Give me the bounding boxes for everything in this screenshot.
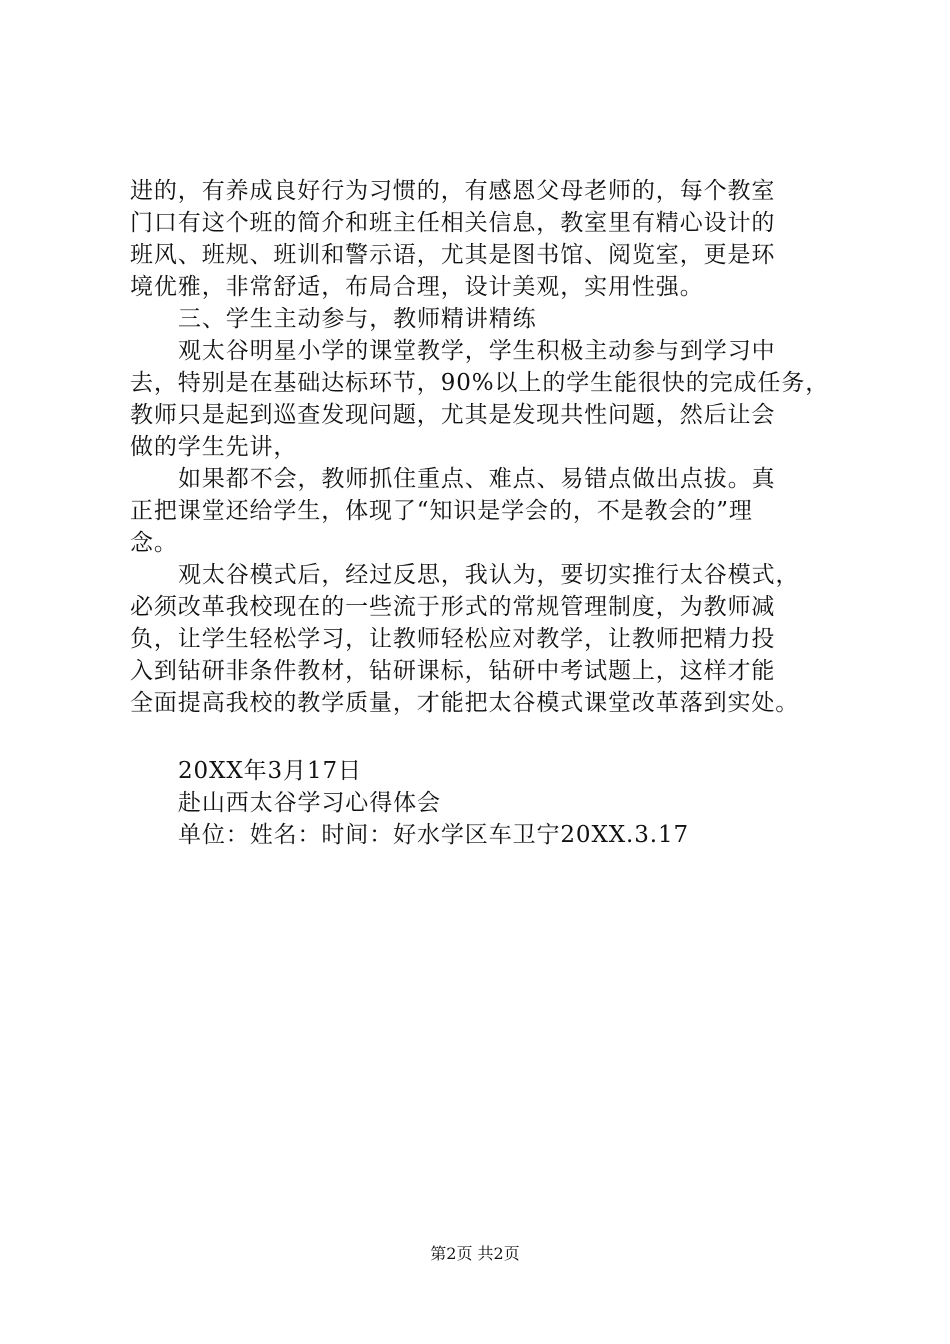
paragraph-line: 入到钻研非条件教材，钻研课标，钻研中考试题上，这样才能 <box>130 658 776 684</box>
paragraph-line: 念。 <box>130 530 178 556</box>
paragraph-line: 观太谷模式后，经过反思，我认为，要切实推行太谷模式， <box>178 562 800 588</box>
paragraph-line: 境优雅，非常舒适，布局合理，设计美观，实用性强。 <box>130 274 704 300</box>
signature-date: 20XX年3月17日 <box>178 758 362 784</box>
paragraph-line: 正把课堂还给学生，体现了“知识是学会的，不是教会的”理 <box>130 498 753 524</box>
section-heading: 三、学生主动参与，教师精讲精练 <box>178 306 537 332</box>
paragraph-line: 必须改革我校现在的一些流于形式的常规管理制度，为教师减 <box>130 594 776 620</box>
document-body <box>130 175 830 851</box>
paragraph-line: 全面提高我校的教学质量，才能把太谷模式课堂改革落到实处。 <box>130 690 800 716</box>
paragraph-line: 负，让学生轻松学习，让教师轻松应对教学，让教师把精力投 <box>130 626 776 652</box>
paragraph-line: 进的，有养成良好行为习惯的，有感恩父母老师的，每个教室 <box>130 178 776 204</box>
author-info: 单位：姓名：时间：好水学区车卫宁20XX.3.17 <box>178 822 690 848</box>
paragraph-spacer <box>130 719 830 755</box>
paragraph-line: 如果都不会，教师抓住重点、难点、易错点做出点拔。真 <box>178 466 776 492</box>
document-title: 赴山西太谷学习心得体会 <box>178 790 441 816</box>
paragraph-line: 门口有这个班的简介和班主任相关信息，教室里有精心设计的 <box>130 210 776 236</box>
paragraph-line: 班风、班规、班训和警示语，尤其是图书馆、阅览室，更是环 <box>130 242 776 268</box>
paragraph-line: 教师只是起到巡查发现问题，尤其是发现共性问题，然后让会 <box>130 402 776 428</box>
paragraph-line: 观太谷明星小学的课堂教学，学生积极主动参与到学习中 <box>178 338 776 364</box>
paragraph-line: 做的学生先讲， <box>130 434 298 460</box>
paragraph-line: 去，特别是在基础达标环节，90%以上的学生能很快的完成任务， <box>130 370 830 396</box>
page-number: 第2页 共2页 <box>430 1244 520 1263</box>
